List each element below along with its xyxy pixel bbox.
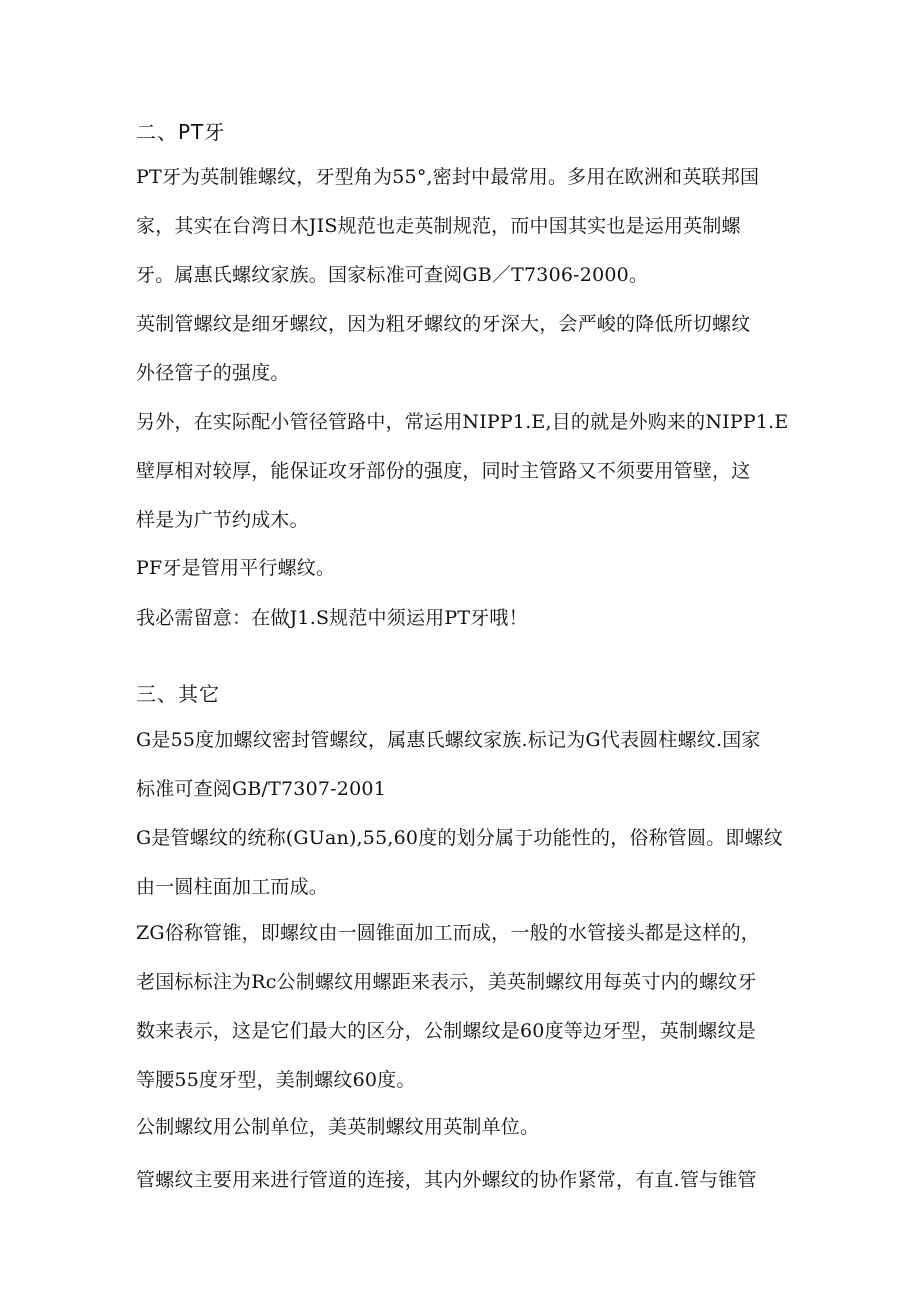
section-heading-pt: 二、PT牙	[136, 120, 226, 144]
section-heading-other: 三、其它	[136, 682, 220, 706]
text-line: 公制螺纹用公制单位，美英制螺纹用英制单位。	[136, 1116, 540, 1138]
text-line: 老国标标注为Rc公制螺纹用螺距来表示，美英制螺纹用每英寸内的螺纹牙	[136, 971, 757, 993]
text-line: PT牙为英制锥螺纹，牙型角为55°,密封中最常用。多用在欧洲和英联邦国	[136, 166, 760, 188]
paragraph-zg	[136, 918, 796, 1114]
text-line: 家，其实在台湾日木JIS规范也走英制规范，而中国其实也是运用英制螺	[136, 215, 741, 237]
text-line: ZG俗称管锥，即螺纹由一圆锥面加工而成，一般的水管接头都是这样的，	[136, 922, 760, 944]
paragraph-g-general	[136, 823, 796, 921]
text-line: 外径管子的强度。	[136, 362, 290, 384]
text-line: 另外，在实际配小管径管路中，常运用NIPP1.E,目的就是外购来的NIPP1.E	[136, 411, 789, 433]
text-line: 牙。属惠氏螺纹家族。国家标准可查阅GB／T7306-2000。	[136, 264, 649, 286]
text-line: 数来表示，这是它们最大的区分，公制螺纹是60度等边牙型，英制螺纹是	[136, 1020, 756, 1042]
text-line: 样是为广节约成木。	[136, 509, 309, 531]
text-line: G是管螺纹的统称(GUan),55,60度的划分属于功能性的，俗称管圆。即螺纹	[136, 827, 783, 849]
text-line: 由一圆柱面加工而成。	[136, 876, 329, 898]
text-line: 等腰55度牙型，美制螺纹60度。	[136, 1069, 416, 1091]
paragraph-units	[136, 1112, 796, 1161]
text-line: PF牙是管用平行螺纹。	[136, 557, 336, 579]
paragraph-nipple	[136, 407, 796, 554]
text-line: 管螺纹主要用来进行管道的连接，其内外螺纹的协作紧常，有直.管与锥管	[136, 1169, 757, 1191]
text-line: G是55度加螺纹密封管螺纹，属惠氏螺纹家族.标记为G代表圆柱螺纹.国家	[136, 729, 761, 751]
paragraph-pf	[136, 553, 796, 602]
text-line: 壁厚相对较厚，能保证攻牙部份的强度，同时主管路又不须要用管壁，这	[136, 460, 751, 482]
paragraph-fine-thread	[136, 309, 796, 407]
paragraph-pipe-usage	[136, 1165, 796, 1214]
paragraph-g-thread	[136, 725, 796, 823]
paragraph-pt-intro	[136, 162, 796, 309]
text-line: 英制管螺纹是细牙螺纹，因为粗牙螺纹的牙深大，会严峻的降低所切螺纹	[136, 313, 751, 335]
text-line: 标准可查阅GB/T7307-2001	[136, 778, 386, 800]
paragraph-note	[136, 603, 796, 652]
text-line: 我必需留意：在做J1.S规范中须运用PT牙哦！	[136, 607, 528, 629]
